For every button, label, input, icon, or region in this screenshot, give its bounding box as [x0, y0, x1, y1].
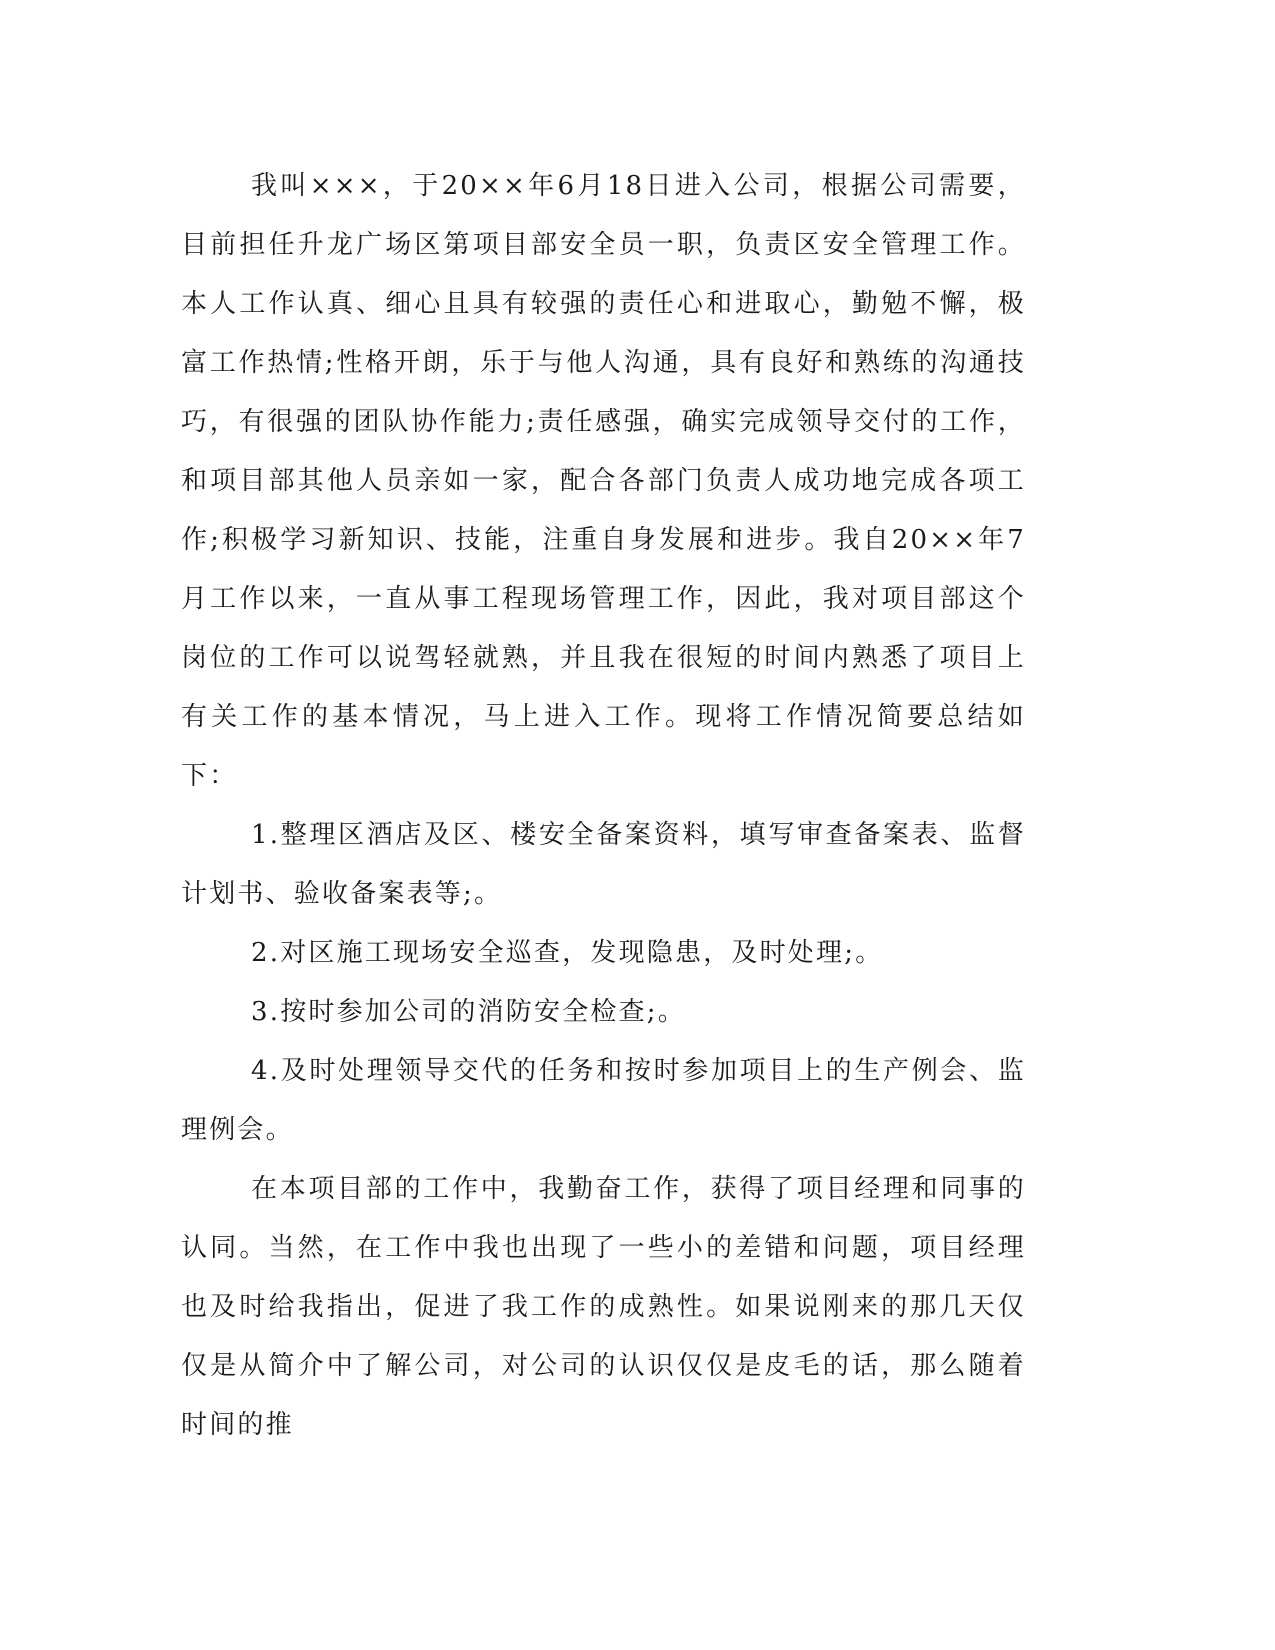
document-body: [181, 157, 1026, 1455]
paragraph-reflection: 在本项目部的工作中，我勤奋工作，获得了项目经理和同事的认同。当然，在工作中我也出现了一些小的差错和问题，项目经理也及时给我指出，促进了我工作的成熟性。如果说刚来的那几天仅仅是从简介中了解公司，对公司的认识仅仅是皮毛的话，那么随着时间的推: [181, 1174, 1026, 1440]
paragraph-intro: 我叫×××，于20××年6月18日进入公司，根据公司需要，目前担任升龙广场区第项目部安全员一职，负责区安全管理工作。本人工作认真、细心且具有较强的责任心和进取心，勤勉不懈，极富工作热情;性格开朗，乐于与他人沟通，具有良好和熟练的沟通技巧，有很强的团队协作能力;责任感强，确实完成领导交付的工作，和项目部其他人员亲如一家，配合各部门负责人成功地完成各项工作;积极学习新知识、技能，注重自身发展和进步。我自20××年7月工作以来，一直从事工程现场管理工作，因此，我对项目部这个岗位的工作可以说驾轻就熟，并且我在很短的时间内熟悉了项目上有关工作的基本情况，马上进入工作。现将工作情况简要总结如下：: [181, 171, 1026, 791]
list-item-4: 4.及时处理领导交代的任务和按时参加项目上的生产例会、监理例会。: [181, 1056, 1026, 1145]
list-item-1: 1.整理区酒店及区、楼安全备案资料，填写审查备案表、监督计划书、验收备案表等;。: [181, 820, 1026, 909]
list-item-3: 3.按时参加公司的消防安全检查;。: [251, 997, 686, 1027]
list-item-2: 2.对区施工现场安全巡查，发现隐患，及时处理;。: [251, 938, 884, 968]
